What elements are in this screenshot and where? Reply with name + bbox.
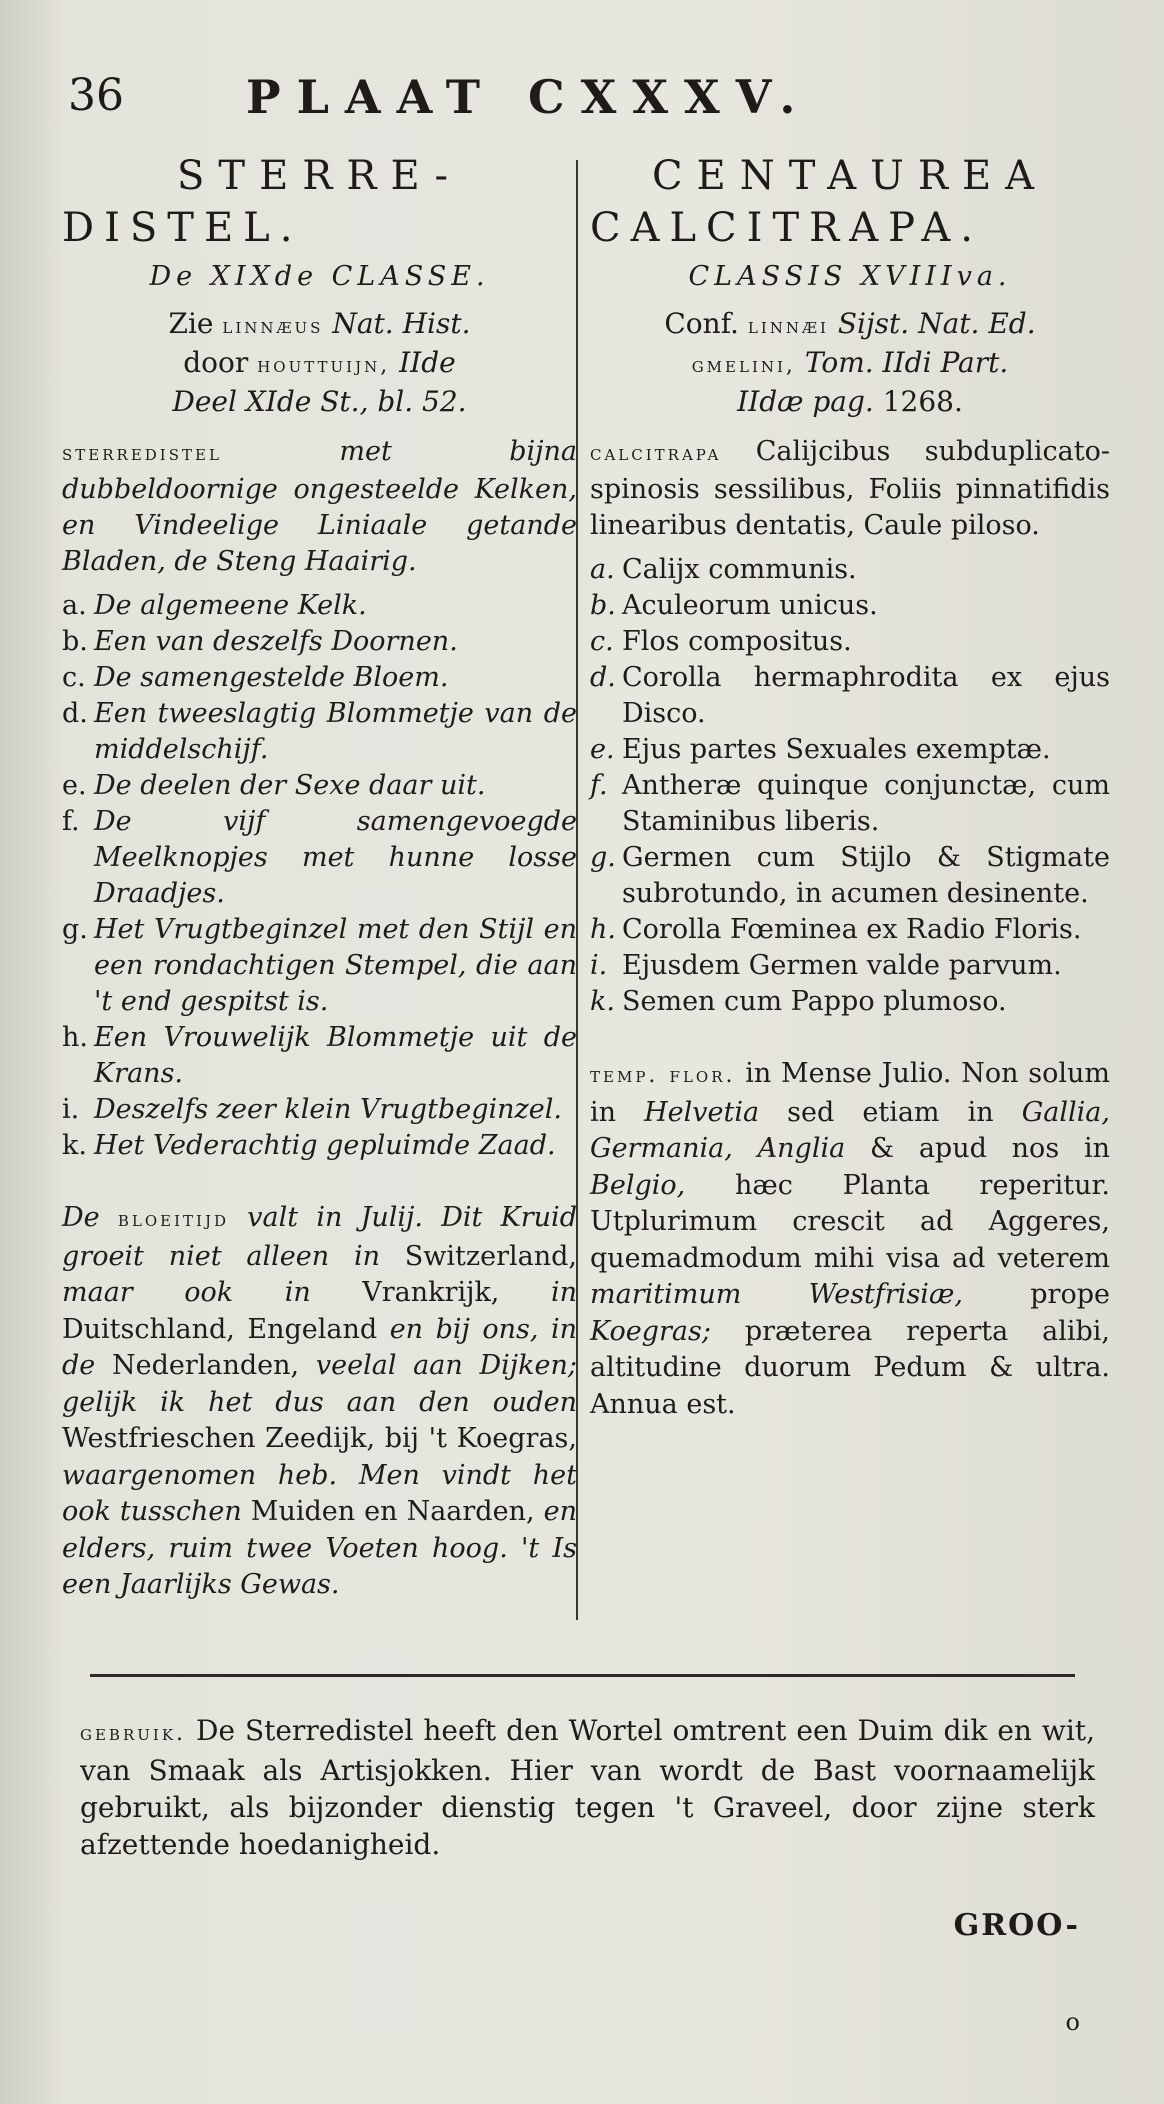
plate-title: PLAAT CXXXV. — [246, 70, 812, 124]
signature-mark: o — [1065, 2008, 1080, 2036]
dutch-class-line: De XIXde CLASSE. — [149, 261, 490, 292]
latin-description: calcitrapa Calijcibus subduplicato-spinosis sessilibus, Foliis pinnatifidis linearibus dentatis, Caule piloso. — [590, 436, 1110, 541]
desc-lead: sterredistel — [62, 441, 222, 466]
dutch-flowering-paragraph: De bloeitijd valt in Julij. Dit Kruid groeit niet alleen in Switzerland, maar ook in Vrankrijk, in Duitschland, Engeland en bij ons, in de Nederlanden, veelal aan Dijken; gelijk ik het dus aan den ouden Westfrieschen Zeedijk, bij 't Koegras, waargenomen heb. Men vindt het ook tusschen Muiden en Naarden, en elders, ruim twee Voeten hoog. 't Is een Jaarlijks Gewas. — [62, 1202, 577, 1600]
dutch-description — [62, 434, 577, 580]
dutch-title-line-2: DISTEL. — [62, 205, 303, 251]
list-item: d. Corolla hermaphrodita ex ejus Disco. — [590, 662, 1110, 729]
latin-class-line: CLASSIS XVIIIva. — [688, 261, 1012, 292]
list-item: g. Het Vrugtbeginzel met den Stijl en een rondachtigen Stempel, die aan 't end gespitst is. — [62, 914, 577, 1017]
list-item: d. Een tweeslagtig Blommetje van de middelschijf. — [62, 698, 577, 765]
list-item: i. Ejusdem Germen valde parvum. — [590, 950, 1062, 981]
usage-text: De Sterredistel heeft den Wortel omtrent een Duim dik en wit, van Smaak als Artisjokken. Hier van wordt de Bast voornaamelijk gebruikt, als bijzonder dienstig tegen 't Graveel, door zijne sterk afzettende hoedanigheid. — [80, 1714, 1095, 1861]
list-item: i. Deszelfs zeer klein Vrugtbeginzel. — [62, 1094, 562, 1125]
ref-volume: Deel XIde St., bl. 52. — [172, 385, 467, 418]
list-item: c. De samengestelde Bloem. — [62, 662, 449, 693]
latin-title-line-1: CENTAUREA — [651, 153, 1049, 199]
list-item: b. Een van deszelfs Doornen. — [62, 626, 458, 657]
list-item: k. Semen cum Pappo plumoso. — [590, 986, 1007, 1017]
list-item: b. Aculeorum unicus. — [590, 590, 878, 621]
dutch-column — [62, 150, 577, 1604]
list-item: g. Germen cum Stijlo & Stigmate subrotundo, in acumen desinente. — [590, 842, 1110, 909]
latin-reference: Conf. linnæi Sijst. Nat. Ed. gmelini, Tom. IIdi Part. IIdæ pag. 1268. — [664, 307, 1036, 418]
ref-author-2: houttuijn, — [257, 353, 391, 378]
list-item: e. De deelen der Sexe daar uit. — [62, 770, 486, 801]
latin-title-line-2: CALCITRAPA. — [590, 205, 983, 251]
dutch-figure-list — [62, 588, 577, 1164]
ref-prefix-2: door — [183, 346, 249, 379]
dutch-title-line-1: STERRE- — [177, 153, 462, 199]
page-header — [68, 66, 1108, 126]
list-item: f. Antheræ quinque conjunctæ, cum Staminibus liberis. — [590, 770, 1110, 837]
ref-prefix: Zie — [168, 307, 214, 340]
usage-lead: gebruik. — [80, 1721, 187, 1746]
ref-author: linnæus — [222, 314, 324, 339]
latin-figure-list — [590, 552, 1110, 1020]
usage-paragraph — [80, 1712, 1095, 1863]
dutch-reference — [62, 306, 577, 420]
page-number: 36 — [68, 70, 124, 121]
list-item: f. De vijf samengevoegde Meelknopjes met hunne losse Draadjes. — [62, 806, 577, 909]
list-item: e. Ejus partes Sexuales exemptæ. — [590, 734, 1051, 765]
list-item: h. Een Vrouwelijk Blommetje uit de Krans. — [62, 1022, 577, 1089]
latin-flowering-paragraph: temp. flor. in Mense Julio. Non solum in Helvetia sed etiam in Gallia, Germania, Anglia & apud nos in Belgio, hæc Planta reperitur. Utplurimum crescit ad Aggeres, quemadmodum mihi visa ad veterem maritimum Westfrisiæ, prope Koegras; præterea reperta alibi, altitudine duorum Pedum & ultra. Annua est. — [590, 1058, 1110, 1420]
latin-column — [590, 150, 1110, 1423]
list-item: c. Flos compositus. — [590, 626, 852, 657]
desc-text: met bijna dubbeldoornige ongesteelde Kelken, en Vindeelige Liniaale getande Bladen, de Steng Haairig. — [62, 436, 577, 577]
catchword: GROO- — [953, 1908, 1080, 1943]
ref-work: Nat. Hist. — [332, 307, 471, 340]
ref-part: IIde — [399, 346, 456, 379]
section-rule — [90, 1674, 1075, 1677]
list-item: a. De algemeene Kelk. — [62, 590, 367, 621]
list-item: h. Corolla Fœminea ex Radio Floris. — [590, 914, 1082, 945]
list-item: a. Calijx communis. — [590, 554, 857, 585]
list-item: k. Het Vederachtig gepluimde Zaad. — [62, 1130, 556, 1161]
